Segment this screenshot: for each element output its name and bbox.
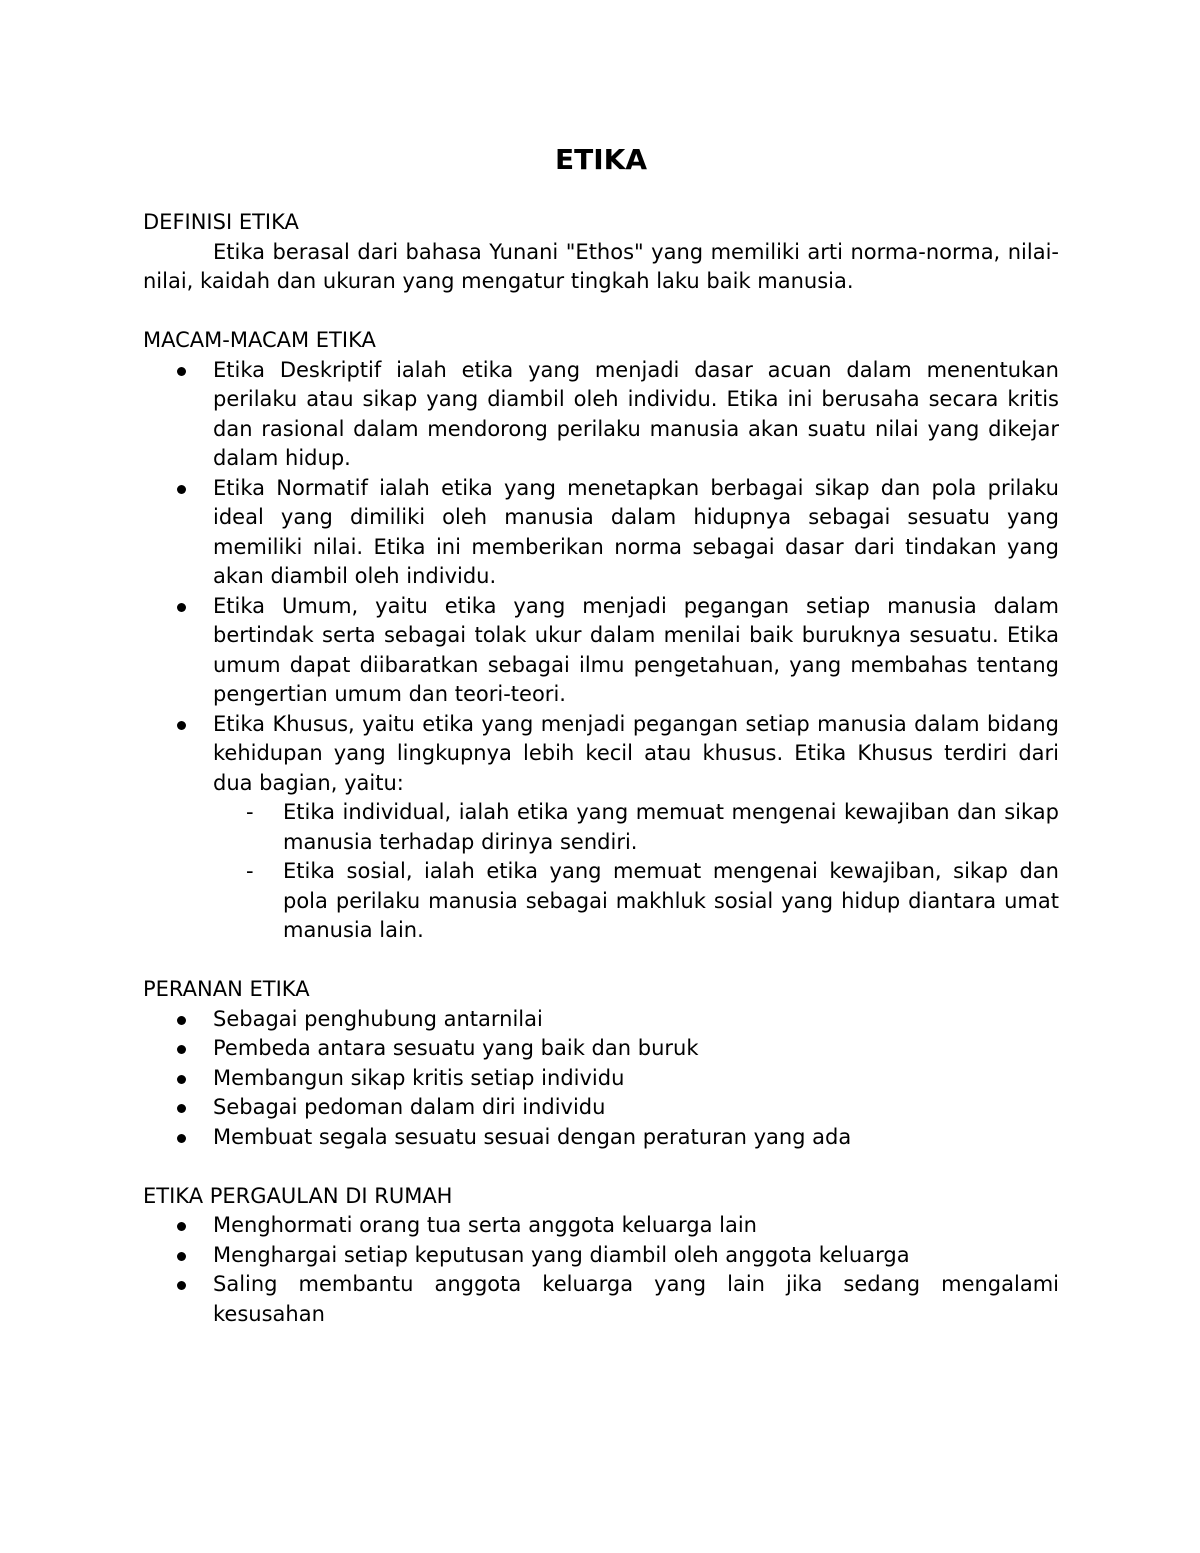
bullet-icon bbox=[177, 367, 186, 376]
bullet-icon bbox=[177, 485, 186, 494]
bullet-icon bbox=[177, 1252, 186, 1261]
document-title: ETIKA bbox=[554, 143, 647, 176]
pergaulan-list bbox=[143, 1211, 1059, 1329]
list-item-text: Etika Normatif ialah etika yang menetapkan berbagai sikap dan pola prilaku ideal yang dimiliki oleh manusia dalam hidupnya sebagai sesuatu yang memiliki nilai. Etika ini memberikan norma sebagai dasar dari tindakan yang akan diambil oleh individu. bbox=[213, 475, 1059, 588]
bullet-icon bbox=[177, 1045, 186, 1054]
list-item-text: Membangun sikap kritis setiap individu bbox=[213, 1065, 625, 1090]
section-heading-peranan: PERANAN ETIKA bbox=[143, 977, 310, 1001]
list-item bbox=[213, 1211, 1059, 1241]
list-item bbox=[213, 1123, 1059, 1153]
bullet-icon bbox=[177, 1104, 186, 1113]
section-gap bbox=[143, 946, 1059, 976]
list-item-text: Sebagai pedoman dalam diri individu bbox=[213, 1095, 606, 1119]
bullet-icon bbox=[177, 1075, 186, 1084]
list-item bbox=[213, 356, 1059, 474]
khusus-sublist bbox=[213, 798, 1059, 946]
list-item-text: Etika Khusus, yaitu etika yang menjadi pegangan setiap manusia dalam bidang kehidupan yang lingkupnya lebih kecil atau khusus. Etika Khusus terdiri dari dua bagian, yaitu: bbox=[213, 711, 1059, 795]
list-item bbox=[213, 710, 1059, 946]
list-item bbox=[213, 1241, 1059, 1271]
document-page bbox=[143, 140, 1059, 1329]
list-item bbox=[213, 474, 1059, 592]
section-gap bbox=[143, 1152, 1059, 1182]
dash-icon: - bbox=[246, 859, 254, 883]
dash-icon: - bbox=[246, 800, 254, 824]
section-gap bbox=[143, 297, 1059, 327]
list-item bbox=[213, 1005, 1059, 1035]
list-item bbox=[213, 1093, 1059, 1123]
list-item-text: Etika Deskriptif ialah etika yang menjadi dasar acuan dalam menentukan perilaku atau sikap yang diambil oleh individu. Etika ini berusaha secara kritis dan rasional dalam mendorong perilaku manusia akan suatu nilai yang dikejar dalam hidup. bbox=[213, 357, 1059, 470]
peranan-list bbox=[143, 1005, 1059, 1153]
list-item-text: Pembeda antara sesuatu yang baik dan buruk bbox=[213, 1036, 699, 1060]
section-heading-macam: MACAM-MACAM ETIKA bbox=[143, 328, 376, 352]
list-item bbox=[213, 1034, 1059, 1064]
bullet-icon bbox=[177, 1134, 186, 1143]
sublist-item bbox=[246, 798, 1059, 857]
sublist-item-text: Etika individual, ialah etika yang memuat mengenai kewajiban dan sikap manusia terhadap dirinya sendiri. bbox=[283, 800, 1059, 854]
list-item bbox=[213, 592, 1059, 710]
list-item-text: Membuat segala sesuatu sesuai dengan peraturan yang ada bbox=[213, 1124, 852, 1149]
list-item-text: Saling membantu anggota keluarga yang lain jika sedang mengalami kesusahan bbox=[213, 1272, 1059, 1326]
section-heading-pergaulan: ETIKA PERGAULAN DI RUMAH bbox=[143, 1183, 453, 1208]
list-item-text: Menghargai setiap keputusan yang diambil oleh anggota keluarga bbox=[213, 1242, 910, 1267]
list-item bbox=[213, 1064, 1059, 1094]
sublist-item-text: Etika sosial, ialah etika yang memuat mengenai kewajiban, sikap dan pola perilaku manusia sebagai makhluk sosial yang hidup diantara umat manusia lain. bbox=[283, 859, 1059, 942]
sublist-item bbox=[246, 857, 1059, 946]
definisi-paragraph: Etika berasal dari bahasa Yunani "Ethos" yang memiliki arti norma-norma, nilai-nilai, kaidah dan ukuran yang mengatur tingkah laku baik manusia. bbox=[143, 239, 1059, 293]
bullet-icon bbox=[177, 603, 186, 612]
bullet-icon bbox=[177, 721, 186, 730]
list-item-text: Etika Umum, yaitu etika yang menjadi pegangan setiap manusia dalam bertindak serta sebagai tolak ukur dalam menilai baik buruknya sesuatu. Etika umum dapat diibaratkan sebagai ilmu pengetahuan, yang membahas tentang pengertian umum dan teori-teori. bbox=[213, 593, 1059, 706]
list-item-text: Sebagai penghubung antarnilai bbox=[213, 1006, 543, 1031]
macam-list bbox=[143, 356, 1059, 946]
list-item-text: Menghormati orang tua serta anggota keluarga lain bbox=[213, 1213, 757, 1237]
bullet-icon bbox=[177, 1222, 186, 1231]
bullet-icon bbox=[177, 1016, 186, 1025]
section-heading-definisi: DEFINISI ETIKA bbox=[143, 210, 299, 234]
bullet-icon bbox=[177, 1281, 186, 1290]
list-item bbox=[213, 1270, 1059, 1329]
